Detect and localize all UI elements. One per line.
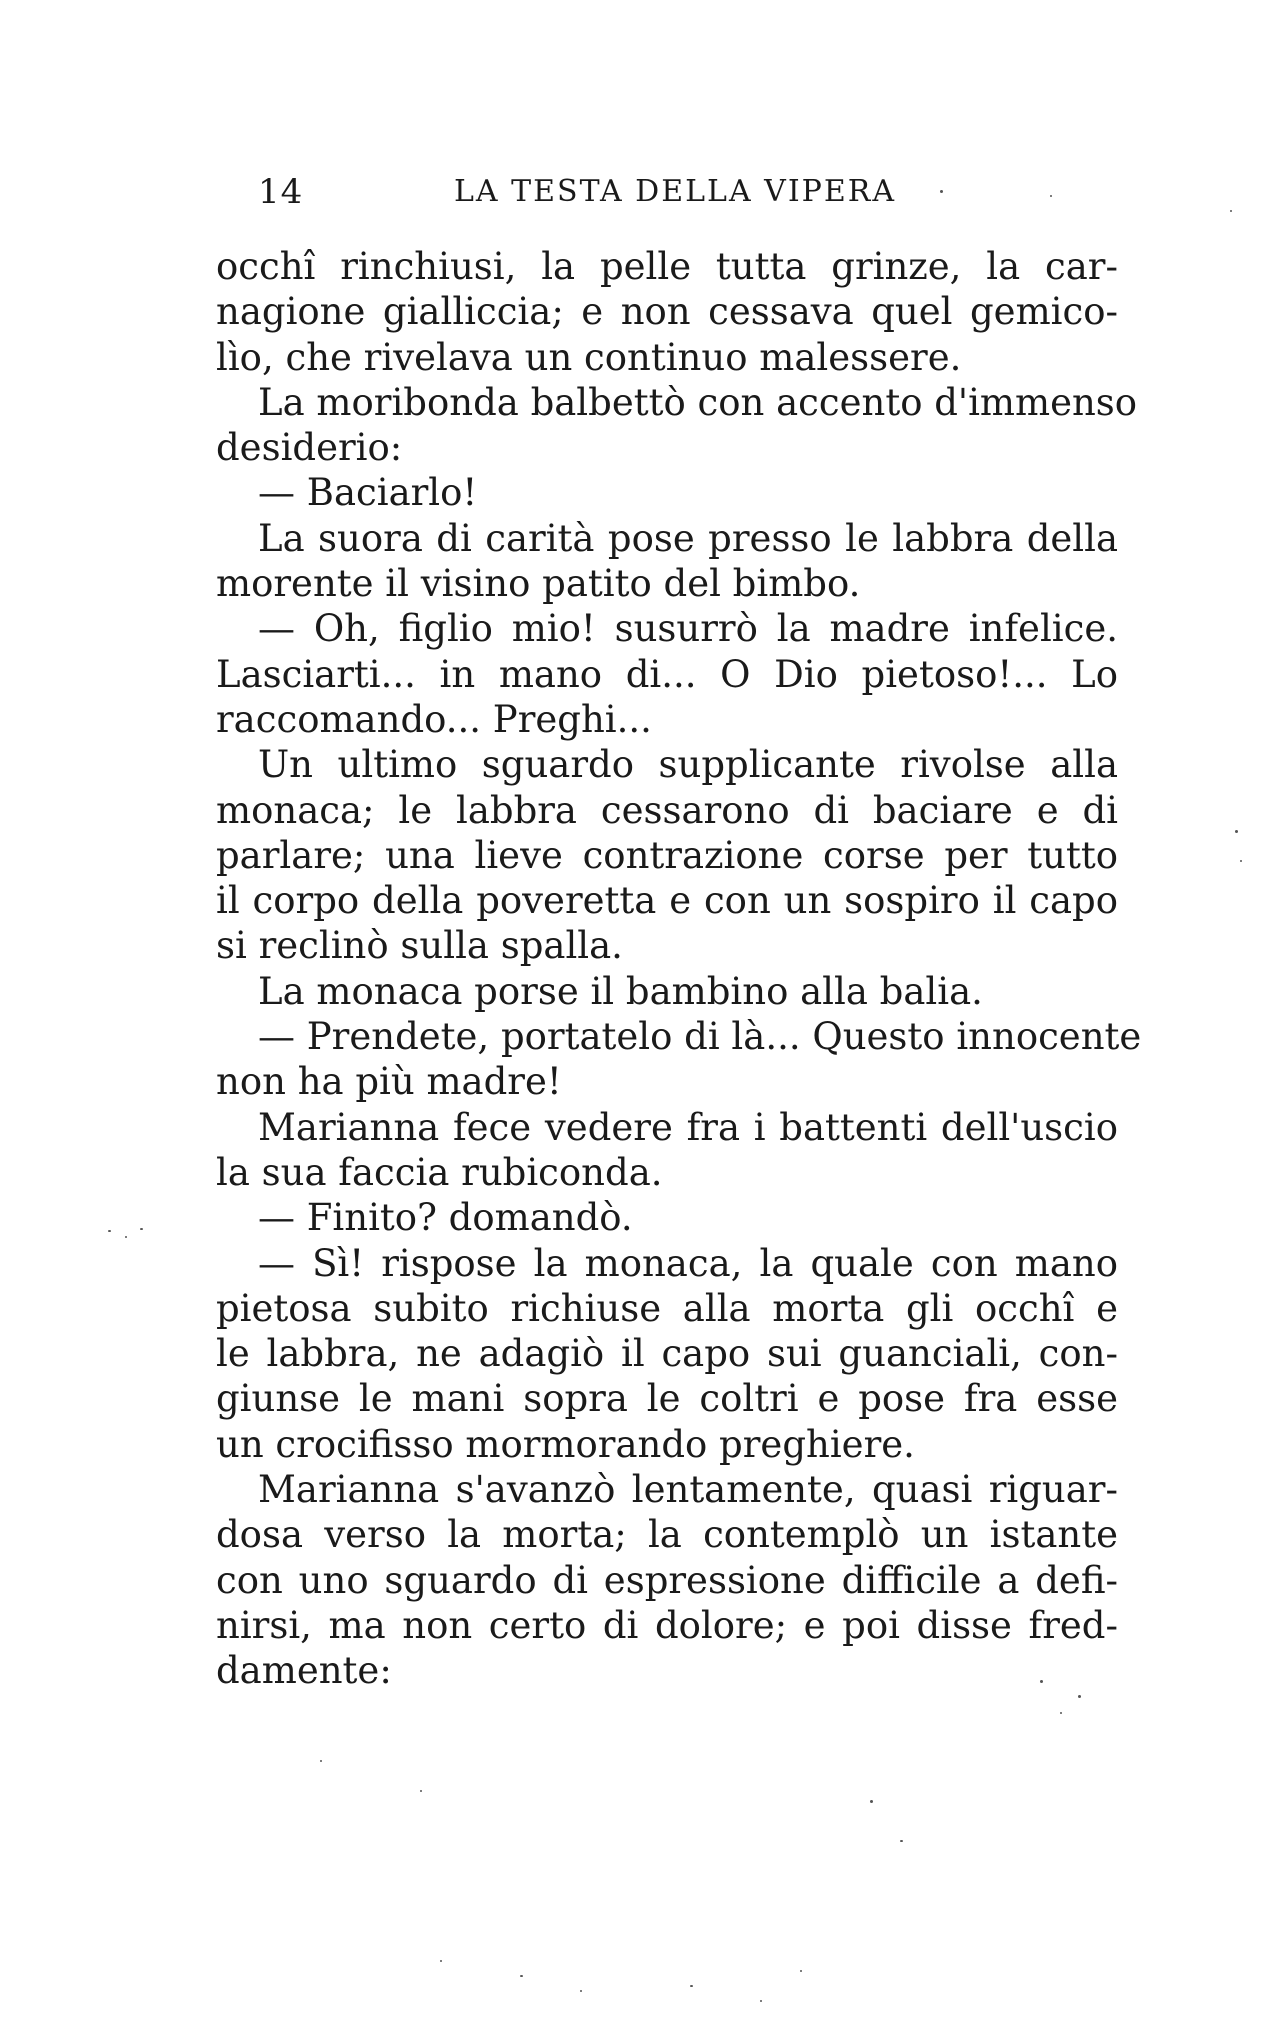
page-header bbox=[258, 172, 1118, 222]
scan-speck bbox=[580, 1990, 582, 1992]
running-title: LA TESTA DELLA VIPERA bbox=[454, 174, 897, 209]
scan-speck bbox=[1050, 195, 1052, 197]
body-text bbox=[216, 244, 1142, 1694]
text-line: monaca; le labbra cessarono di baciare e di bbox=[216, 788, 1118, 832]
scan-speck bbox=[1235, 830, 1238, 833]
text-line: occhî rinchiusi, la pelle tutta grinze, la car- bbox=[216, 245, 1118, 288]
text-line: La suora di carità pose presso le labbra della bbox=[258, 516, 1118, 560]
scan-speck bbox=[140, 1228, 143, 1230]
text-line: con uno sguardo di espressione difficile a defi- bbox=[216, 1558, 1118, 1602]
scan-speck bbox=[108, 1230, 111, 1232]
text-line: damente: bbox=[216, 1649, 392, 1693]
text-line: nirsi, ma non certo di dolore; e poi disse fred- bbox=[216, 1603, 1118, 1647]
text-line: — Sì! rispose la monaca, la quale con mano bbox=[258, 1241, 1118, 1285]
text-line: morente il visino patito del bimbo. bbox=[216, 562, 861, 606]
text-line: giunse le mani sopra le coltri e pose fra esse bbox=[216, 1377, 1118, 1421]
scan-speck bbox=[690, 1985, 693, 1987]
scan-speck bbox=[760, 2000, 762, 2002]
scan-speck bbox=[800, 1970, 802, 1972]
scan-speck bbox=[1230, 210, 1232, 212]
text-line: La moribonda balbettò con accento d'immenso bbox=[258, 380, 1138, 424]
scan-speck bbox=[870, 1800, 873, 1803]
scan-speck bbox=[940, 190, 943, 193]
text-line: — Prendete, portatelo di là... Questo innocente bbox=[258, 1015, 1142, 1059]
page-number: 14 bbox=[258, 172, 304, 212]
scan-speck bbox=[520, 1975, 523, 1977]
text-line: Lasciarti... in mano di... O Dio pietoso!... Lo bbox=[216, 652, 1118, 696]
text-line: parlare; una lieve contrazione corse per tutto bbox=[216, 833, 1118, 877]
scan-speck bbox=[1040, 1680, 1043, 1683]
text-line: il corpo della poveretta e con un sospiro il capo bbox=[216, 879, 1118, 923]
scan-speck bbox=[320, 1760, 322, 1762]
text-line: pietosa subito richiuse alla morta gli occhî e bbox=[216, 1286, 1118, 1330]
text-line: non ha più madre! bbox=[216, 1060, 562, 1104]
text-line: Un ultimo sguardo supplicante rivolse alla bbox=[258, 743, 1118, 787]
text-line: la sua faccia rubiconda. bbox=[216, 1150, 663, 1194]
scan-speck bbox=[1240, 860, 1242, 862]
scan-speck bbox=[900, 1840, 903, 1842]
text-line: raccomando... Preghi... bbox=[216, 697, 652, 741]
text-line: La monaca porse il bambino alla balia. bbox=[258, 969, 983, 1013]
text-line: — Oh, figlio mio! susurrò la madre infelice. bbox=[258, 607, 1118, 651]
scan-speck bbox=[1078, 1695, 1081, 1698]
text-line: dosa verso la morta; la contemplò un istante bbox=[216, 1513, 1118, 1557]
text-line: Marianna s'avanzò lentamente, quasi riguar- bbox=[258, 1468, 1118, 1512]
text-line: si reclinò sulla spalla. bbox=[216, 924, 623, 968]
text-line: nagione gialliccia; e non cessava quel gemico- bbox=[216, 290, 1118, 334]
text-line: Marianna fece vedere fra i battenti dell'uscio bbox=[258, 1105, 1118, 1149]
scan-speck bbox=[125, 1236, 127, 1238]
text-line: un crocifisso mormorando preghiere. bbox=[216, 1422, 915, 1466]
scan-speck bbox=[440, 1960, 442, 1962]
text-line: — Finito? domandò. bbox=[258, 1196, 633, 1240]
scan-speck bbox=[420, 1790, 422, 1792]
text-line: le labbra, ne adagiò il capo sui guanciali, con- bbox=[216, 1332, 1118, 1376]
text-line: — Baciarlo! bbox=[258, 471, 478, 515]
text-line: lìo, che rivelava un continuo malessere. bbox=[216, 335, 962, 379]
text-line: desiderio: bbox=[216, 426, 403, 470]
scan-speck bbox=[1060, 1712, 1062, 1714]
